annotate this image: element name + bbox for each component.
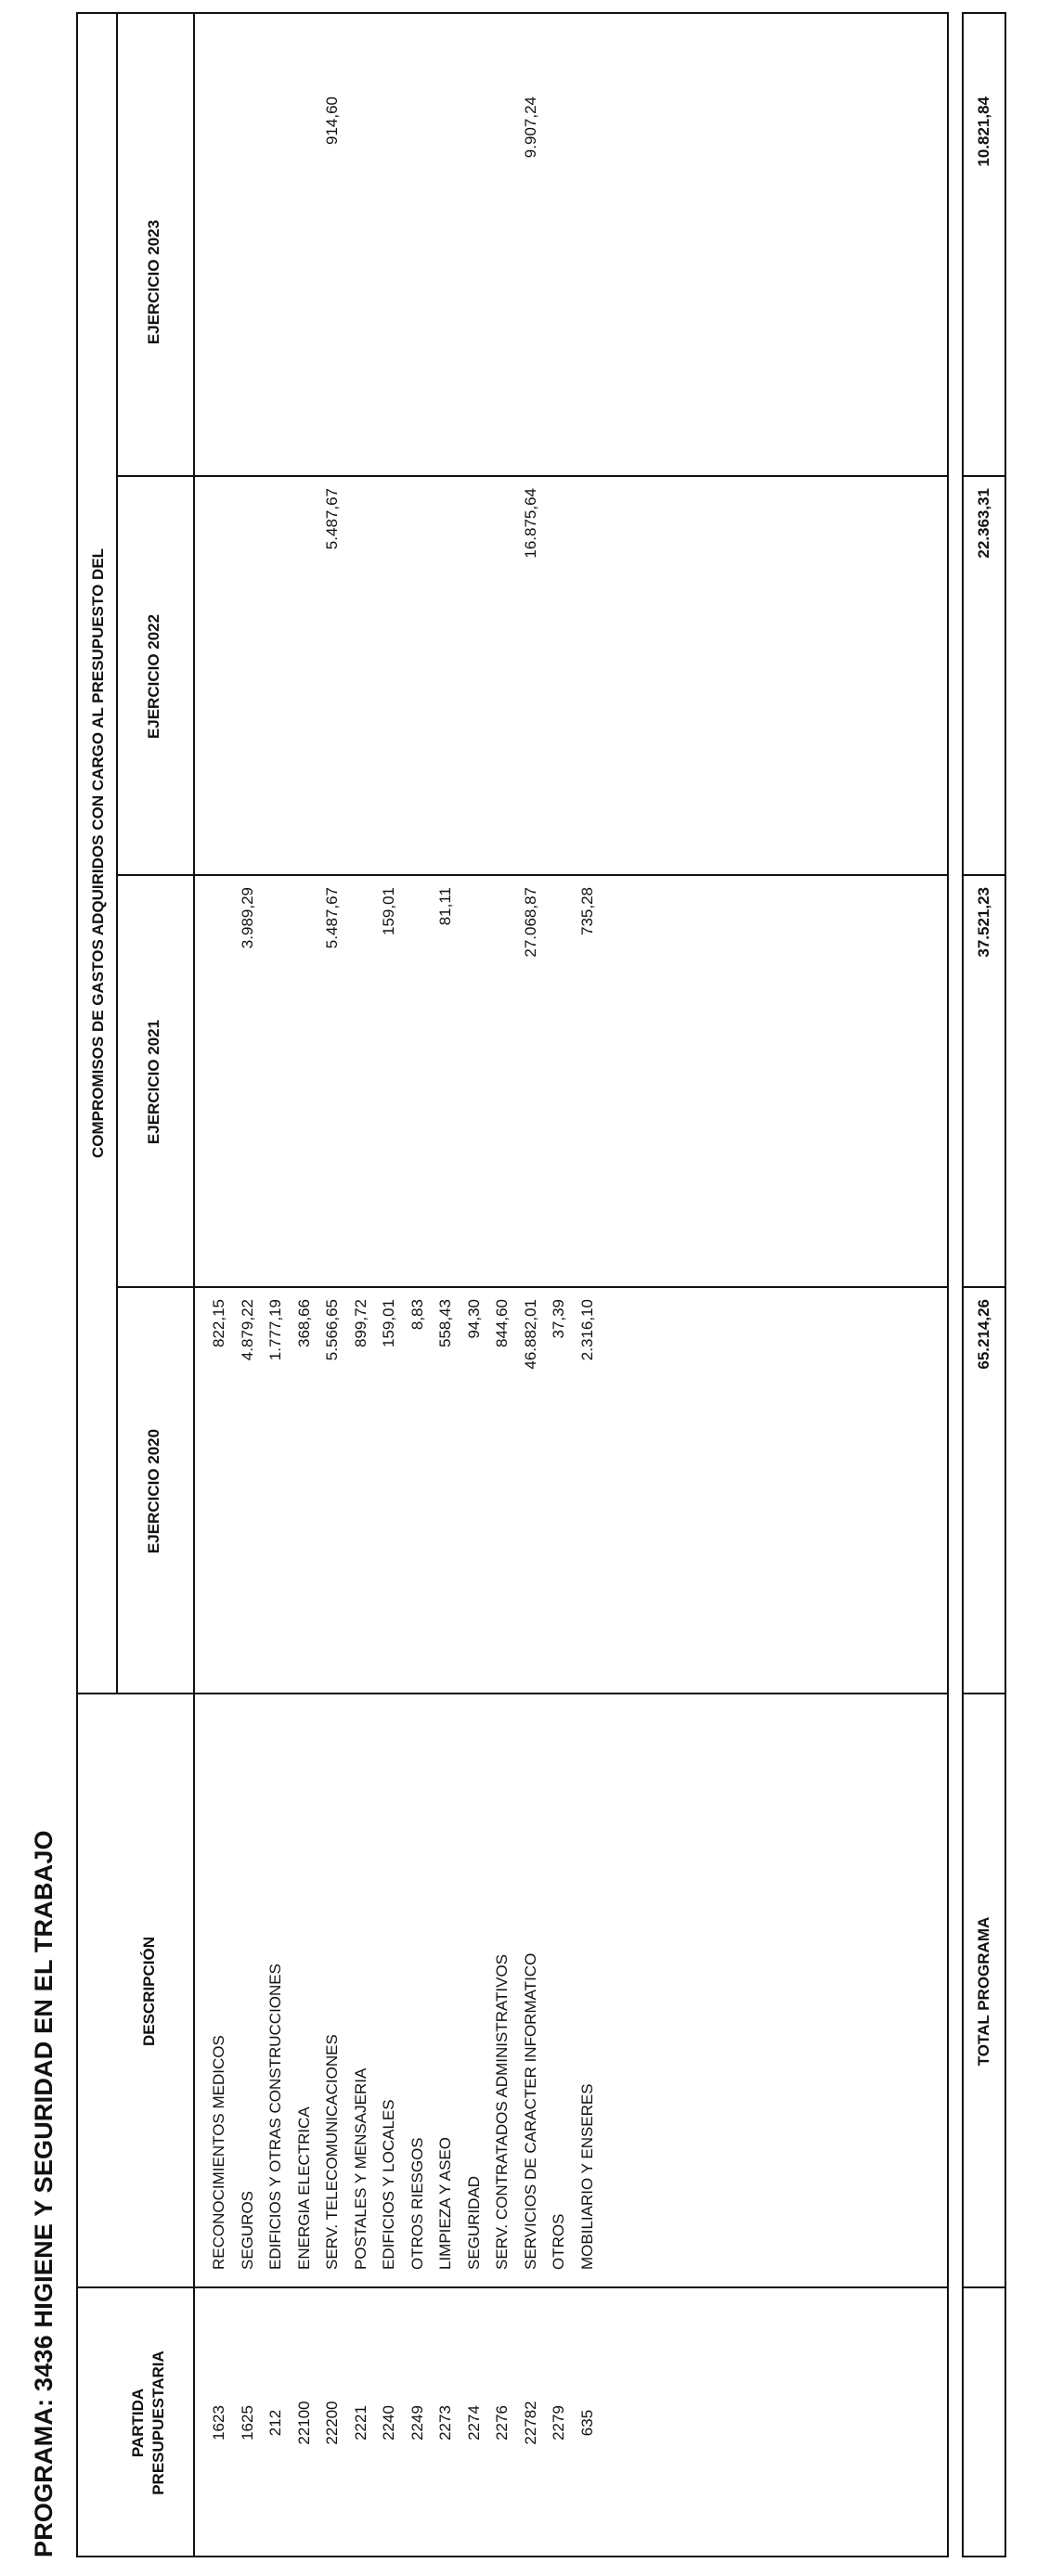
cell-ej2022 xyxy=(348,488,373,876)
cell-descripcion: SEGUROS xyxy=(239,2190,256,2270)
cell-ej2023 xyxy=(405,97,430,477)
cell-ej2021 xyxy=(263,887,288,1288)
header-ej2022: EJERCICIO 2022 xyxy=(145,613,162,740)
cell-descripcion: SERV. TELECOMUNICACIONES xyxy=(323,2034,341,2270)
cell-ej2021: 3.989,29 xyxy=(239,887,256,949)
cell-ej2020: 899,72 xyxy=(352,1299,369,1347)
cell-ej2022 xyxy=(405,488,430,876)
cell-ej2020: 844,60 xyxy=(493,1299,511,1347)
cell-descripcion: SERV. CONTRATADOS ADMINISTRATIVOS xyxy=(493,1953,511,2270)
cell-ej2022 xyxy=(376,488,401,876)
cell-ej2021 xyxy=(461,887,486,1288)
cell-partida: 2273 xyxy=(436,2405,454,2441)
cell-ej2020: 368,66 xyxy=(295,1299,313,1347)
header-ej2021: EJERCICIO 2021 xyxy=(145,1019,162,1145)
cell-descripcion: EDIFICIOS Y OTRAS CONSTRUCCIONES xyxy=(266,1964,284,2270)
cell-ej2023: 9.907,24 xyxy=(522,97,539,159)
cell-ej2023 xyxy=(235,97,260,477)
cell-partida: 635 xyxy=(578,2409,596,2437)
cell-ej2022 xyxy=(546,488,571,876)
cell-ej2022 xyxy=(489,488,514,876)
cell-ej2023 xyxy=(546,97,571,477)
total-ej2021: 37.521,23 xyxy=(975,887,992,958)
header-ej2023: EJERCICIO 2023 xyxy=(145,219,162,345)
cell-ej2020: 2.316,10 xyxy=(578,1299,596,1361)
cell-ej2022: 5.487,67 xyxy=(323,488,341,550)
cell-ej2020: 37,39 xyxy=(550,1299,567,1339)
cell-ej2020: 1.777,19 xyxy=(266,1299,284,1361)
cell-ej2021: 735,28 xyxy=(578,887,596,935)
cell-partida: 22782 xyxy=(522,2401,539,2445)
cell-ej2021 xyxy=(546,887,571,1288)
cell-partida: 2249 xyxy=(408,2405,426,2441)
cell-ej2021 xyxy=(405,887,430,1288)
cell-partida: 22200 xyxy=(323,2401,341,2445)
cell-ej2020: 46.882,01 xyxy=(522,1299,539,1370)
header-descripcion: DESCRIPCIÓN xyxy=(140,1936,158,2047)
cell-descripcion: LIMPIEZA Y ASEO xyxy=(436,2137,454,2270)
cell-ej2021: 27.068,87 xyxy=(522,887,539,958)
header-bottom-rule xyxy=(193,12,195,2557)
cell-descripcion: SERVICIOS DE CARACTER INFORMATICO xyxy=(522,1952,539,2270)
cell-ej2022 xyxy=(292,488,317,876)
cell-ej2021: 81,11 xyxy=(436,887,454,926)
cell-ej2021: 5.487,67 xyxy=(323,887,341,949)
cell-ej2020: 822,15 xyxy=(210,1299,227,1347)
cell-ej2023 xyxy=(263,97,288,477)
cell-ej2021 xyxy=(348,887,373,1288)
cell-ej2021 xyxy=(292,887,317,1288)
cell-ej2020: 5.566,65 xyxy=(323,1299,341,1361)
cell-ej2023 xyxy=(292,97,317,477)
cell-ej2023: 914,60 xyxy=(323,97,341,145)
cell-ej2022 xyxy=(575,488,600,876)
cell-partida: 2279 xyxy=(550,2405,567,2441)
total-ej2023: 10.821,84 xyxy=(975,97,992,167)
header-ej2020: EJERCICIO 2020 xyxy=(145,1428,162,1554)
cell-ej2021 xyxy=(489,887,514,1288)
cell-ej2020: 8,83 xyxy=(408,1299,426,1331)
cell-ej2020: 4.879,22 xyxy=(239,1299,256,1361)
cell-ej2023 xyxy=(575,97,600,477)
cell-partida: 2221 xyxy=(352,2405,369,2441)
cell-descripcion: OTROS xyxy=(550,2213,567,2270)
cell-descripcion: MOBILIARIO Y ENSERES xyxy=(578,2083,596,2270)
cell-partida: 22100 xyxy=(295,2401,313,2445)
cell-descripcion: RECONOCIMIENTOS MEDICOS xyxy=(210,2035,227,2270)
header-partida: PARTIDA PRESUPUESTARIA xyxy=(129,2351,167,2495)
cell-descripcion: SEGURIDAD xyxy=(465,2175,483,2270)
cell-partida: 2240 xyxy=(380,2405,397,2441)
cell-ej2023 xyxy=(433,97,458,477)
cell-ej2023 xyxy=(376,97,401,477)
cell-ej2022 xyxy=(461,488,486,876)
cell-partida: 2274 xyxy=(465,2405,483,2441)
cell-ej2023 xyxy=(206,97,231,477)
cell-partida: 212 xyxy=(266,2409,284,2437)
cell-ej2022 xyxy=(433,488,458,876)
cell-descripcion: EDIFICIOS Y LOCALES xyxy=(380,2099,397,2270)
cell-descripcion: ENERGIA ELECTRICA xyxy=(295,2106,313,2270)
compromisos-rule xyxy=(116,12,118,1694)
cell-ej2022 xyxy=(263,488,288,876)
cell-ej2020: 94,30 xyxy=(465,1299,483,1339)
cell-ej2021: 159,01 xyxy=(380,887,397,935)
page-title: PROGRAMA: 3436 HIGIENE Y SEGURIDAD EN EL TRABAJO xyxy=(30,1830,58,2557)
cell-partida: 1623 xyxy=(210,2405,227,2441)
cell-ej2022 xyxy=(235,488,260,876)
cell-ej2022: 16.875,64 xyxy=(522,488,539,559)
total-ej2020: 65.214,26 xyxy=(975,1299,992,1370)
cell-ej2023 xyxy=(489,97,514,477)
cell-partida: 2276 xyxy=(493,2405,511,2441)
cell-ej2020: 159,01 xyxy=(380,1299,397,1347)
cell-descripcion: POSTALES Y MENSAJERIA xyxy=(352,2067,369,2270)
header-compromisos: COMPROMISOS DE GASTOS ADQUIRIDOS CON CARGO AL PRESUPUESTO DEL xyxy=(89,547,107,1159)
cell-partida: 1625 xyxy=(239,2405,256,2441)
cell-ej2020: 558,43 xyxy=(436,1299,454,1347)
cell-ej2023 xyxy=(348,97,373,477)
cell-ej2023 xyxy=(461,97,486,477)
total-label: TOTAL PROGRAMA xyxy=(975,1916,992,2067)
cell-descripcion: OTROS RIESGOS xyxy=(408,2137,426,2270)
total-ej2022: 22.363,31 xyxy=(975,488,992,559)
cell-ej2021 xyxy=(206,887,231,1288)
cell-ej2022 xyxy=(206,488,231,876)
